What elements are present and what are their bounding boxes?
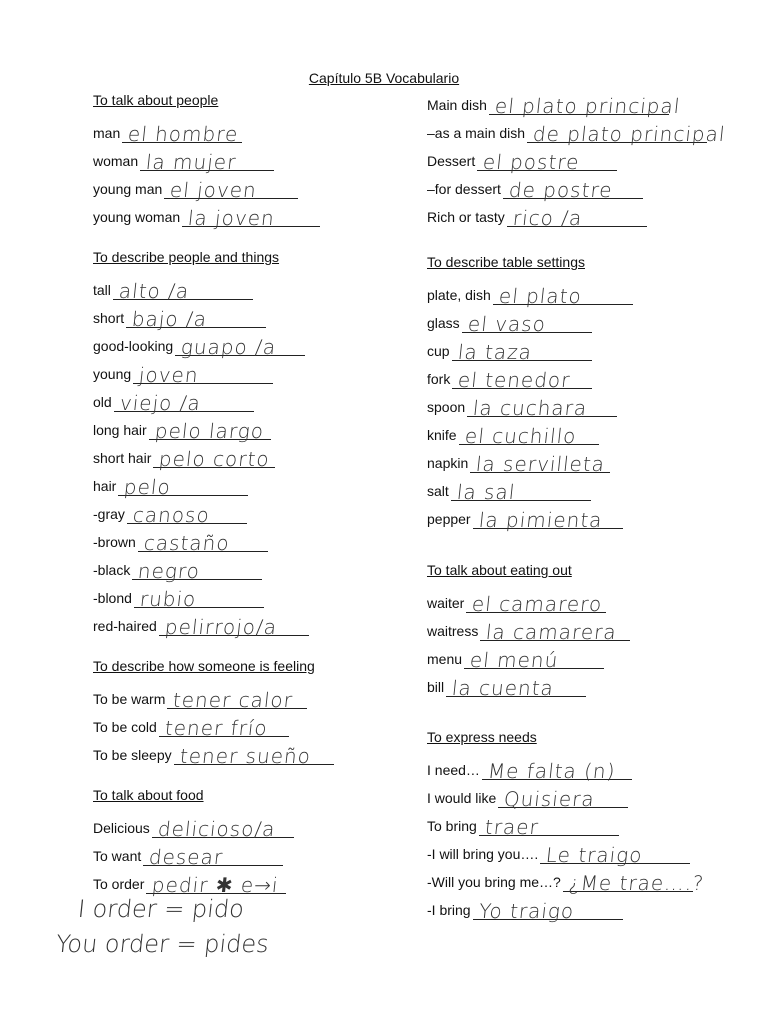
handwritten-answer: Me falta (n)	[486, 759, 617, 783]
section-heading: To describe table settings	[427, 254, 585, 270]
vocab-row	[427, 611, 630, 644]
vocab-label: fork	[427, 371, 451, 387]
handwritten-answer: la sal	[455, 480, 517, 504]
answer-blank[interactable]	[167, 680, 307, 712]
handwritten-answer: el tenedor	[457, 368, 573, 392]
handwritten-answer: la cuenta	[450, 676, 556, 700]
handwritten-answer: rico /a	[511, 206, 584, 230]
handwritten-answer: tener calor	[172, 688, 295, 712]
handwritten-answer: de postre	[507, 178, 614, 202]
vocab-row	[93, 438, 275, 471]
vocab-row	[427, 197, 647, 230]
answer-blank[interactable]	[153, 439, 275, 471]
vocab-row	[427, 862, 706, 895]
handwritten-answer: Yo traigo	[477, 899, 576, 923]
vocab-label: Main dish	[427, 97, 487, 113]
answer-blank[interactable]	[149, 411, 271, 443]
vocab-label: hair	[93, 478, 117, 494]
vocab-label: waiter	[427, 595, 465, 611]
vocab-row	[427, 303, 592, 336]
vocab-row	[427, 359, 592, 392]
vocab-label: To order	[93, 876, 145, 892]
vocab-row	[427, 778, 628, 811]
answer-blank[interactable]	[466, 584, 606, 616]
answer-blank[interactable]	[174, 736, 334, 768]
vocab-row	[427, 750, 632, 783]
vocab-label: long hair	[93, 422, 147, 438]
vocab-label: young	[93, 366, 132, 382]
section-heading: To talk about people	[93, 92, 219, 108]
handwritten-answer: joven	[137, 363, 201, 387]
handwritten-answer: pelirrojo/a	[163, 615, 279, 639]
answer-blank[interactable]	[462, 304, 592, 336]
vocab-row	[93, 679, 307, 712]
vocab-label: young man	[93, 181, 163, 197]
handwritten-answer: pelo largo	[153, 419, 266, 443]
vocab-row	[93, 808, 294, 841]
vocab-row	[93, 466, 248, 499]
handwritten-answer: tener sueño	[178, 744, 312, 768]
handwritten-answer: canoso	[131, 503, 211, 527]
answer-blank[interactable]	[473, 891, 623, 923]
vocab-row	[427, 583, 606, 616]
handwritten-answer: traer	[483, 815, 540, 839]
answer-blank[interactable]	[134, 579, 264, 611]
vocab-label: I need…	[427, 762, 480, 778]
vocab-row	[427, 443, 610, 476]
vocab-label: pepper	[427, 511, 471, 527]
vocab-row	[427, 499, 623, 532]
answer-blank[interactable]	[126, 299, 266, 331]
handwritten-answer: la camarera	[485, 620, 619, 644]
handwritten-answer: de plato principal	[531, 122, 727, 146]
vocab-label: short	[93, 310, 125, 326]
handwritten-answer: rubio	[138, 587, 198, 611]
handwritten-answer: la cuchara	[471, 396, 589, 420]
vocab-row	[93, 735, 334, 768]
vocab-label: bill	[427, 679, 445, 695]
vocab-label: red-haired	[93, 618, 157, 634]
handwritten-answer: el joven	[169, 178, 259, 202]
vocab-label: man	[93, 125, 121, 141]
answer-blank[interactable]	[459, 416, 599, 448]
handwritten-answer: delicioso/a	[156, 817, 277, 841]
vocab-row	[427, 85, 682, 118]
vocab-label: plate, dish	[427, 287, 491, 303]
vocab-label: -Will you bring me…?	[427, 874, 561, 890]
vocab-label: knife	[427, 427, 457, 443]
answer-blank[interactable]	[133, 355, 273, 387]
vocab-label: -I bring	[427, 902, 471, 918]
handwritten-answer: el cuchillo	[463, 424, 578, 448]
answer-blank[interactable]	[467, 388, 617, 420]
answer-blank[interactable]	[489, 86, 682, 118]
vocab-row	[93, 578, 264, 611]
handwritten-answer: el menú	[468, 648, 560, 672]
answer-blank[interactable]	[479, 807, 619, 839]
answer-blank[interactable]	[473, 500, 623, 532]
vocab-row	[93, 270, 253, 303]
vocab-row	[93, 550, 262, 583]
answer-blank[interactable]	[452, 332, 592, 364]
answer-blank[interactable]	[507, 198, 647, 230]
vocab-label: To want	[93, 848, 142, 864]
vocab-label: -I will bring you….	[427, 846, 539, 862]
handwritten-answer: el plato	[497, 284, 583, 308]
vocab-label: old	[93, 394, 112, 410]
answer-blank[interactable]	[540, 835, 690, 867]
vocab-row	[93, 410, 271, 443]
answer-blank[interactable]	[122, 114, 242, 146]
vocab-label: To bring	[427, 818, 477, 834]
answer-blank[interactable]	[451, 472, 591, 504]
vocab-label: –as a main dish	[427, 125, 526, 141]
answer-blank[interactable]	[446, 668, 586, 700]
handwritten-answer: el vaso	[466, 312, 547, 336]
vocab-label: woman	[93, 153, 139, 169]
vocab-row	[427, 141, 617, 174]
vocab-row	[93, 522, 268, 555]
handwritten-answer: la taza	[456, 340, 533, 364]
vocab-row	[427, 890, 623, 923]
answer-blank[interactable]	[477, 142, 617, 174]
answer-blank[interactable]	[143, 837, 283, 869]
vocab-row	[427, 667, 586, 700]
page-title: Capítulo 5B Vocabulario	[308, 70, 460, 86]
vocab-row	[93, 836, 283, 869]
handwritten-answer: bajo /a	[130, 307, 209, 331]
answer-blank[interactable]	[175, 327, 305, 359]
handwritten-answer: castaño	[142, 531, 231, 555]
answer-blank[interactable]	[146, 865, 286, 897]
answer-blank[interactable]	[482, 751, 632, 783]
vocab-label: young woman	[93, 209, 181, 225]
answer-blank[interactable]	[527, 114, 727, 146]
section-heading: To talk about eating out	[427, 562, 572, 578]
vocab-row	[93, 354, 273, 387]
vocab-label: -gray	[93, 506, 125, 522]
vocab-row	[93, 113, 242, 146]
section-heading: To express needs	[427, 729, 537, 745]
handwritten-answer: el camarero	[471, 592, 604, 616]
answer-blank[interactable]	[498, 779, 628, 811]
vocab-label: –for dessert	[427, 181, 501, 197]
section-heading: To talk about food	[93, 787, 204, 803]
vocab-label: Rich or tasty	[427, 209, 505, 225]
handwritten-answer: el postre	[481, 150, 581, 174]
vocab-label: -brown	[93, 534, 136, 550]
answer-blank[interactable]	[452, 360, 592, 392]
vocab-label: napkin	[427, 455, 469, 471]
vocab-label: To be cold	[93, 719, 157, 735]
answer-blank[interactable]	[464, 640, 604, 672]
vocab-row	[93, 864, 286, 897]
answer-blank[interactable]	[140, 142, 274, 174]
answer-blank[interactable]	[132, 551, 262, 583]
answer-blank[interactable]	[503, 170, 643, 202]
handwritten-answer: Le traigo	[545, 843, 645, 867]
vocab-row	[427, 331, 592, 364]
vocab-label: Dessert	[427, 153, 476, 169]
section-heading: To describe how someone is feeling	[93, 658, 315, 674]
vocab-label: waitress	[427, 623, 479, 639]
vocab-label: To be sleepy	[93, 747, 172, 763]
vocab-label: salt	[427, 483, 449, 499]
vocab-row	[427, 415, 599, 448]
answer-blank[interactable]	[470, 444, 610, 476]
handwritten-answer: ¿Me trae….?	[567, 871, 706, 895]
answer-blank[interactable]	[563, 863, 706, 895]
answer-blank[interactable]	[493, 276, 633, 308]
handwritten-answer: la pimienta	[477, 508, 604, 532]
answer-blank[interactable]	[113, 271, 253, 303]
answer-blank[interactable]	[114, 383, 254, 415]
handwritten-answer: viejo /a	[118, 391, 202, 415]
section-heading: To describe people and things	[93, 249, 280, 265]
handwritten-answer: pedir ✱ e→i	[151, 873, 281, 897]
vocab-row	[93, 707, 289, 740]
vocab-row	[93, 197, 320, 230]
handwritten-answer: pelo corto	[158, 447, 272, 471]
vocab-label: tall	[93, 282, 111, 298]
vocab-row	[427, 275, 633, 308]
vocab-row	[427, 169, 643, 202]
vocab-label: menu	[427, 651, 463, 667]
answer-blank[interactable]	[127, 495, 247, 527]
vocab-row	[427, 387, 617, 420]
vocab-row	[93, 169, 298, 202]
answer-blank[interactable]	[480, 612, 630, 644]
handwritten-note-1: I order = pido	[76, 895, 246, 923]
vocab-row	[93, 326, 305, 359]
vocab-row	[93, 298, 266, 331]
vocab-label: good-looking	[93, 338, 174, 354]
handwritten-answer: guapo /a	[179, 335, 278, 359]
vocab-label: short hair	[93, 450, 152, 466]
answer-blank[interactable]	[182, 198, 320, 230]
vocab-label: -blond	[93, 590, 132, 606]
handwritten-answer: desear	[147, 845, 225, 869]
handwritten-answer: la servilleta	[475, 452, 607, 476]
answer-blank[interactable]	[118, 467, 248, 499]
handwritten-answer: tener frío	[163, 716, 269, 740]
handwritten-answer: el plato principal	[493, 94, 682, 118]
handwritten-answer: la mujer	[144, 150, 238, 174]
vocab-row	[93, 141, 274, 174]
answer-blank[interactable]	[138, 523, 268, 555]
answer-blank[interactable]	[152, 809, 294, 841]
vocab-label: spoon	[427, 399, 466, 415]
vocab-label: cup	[427, 343, 450, 359]
handwritten-answer: la joven	[186, 206, 277, 230]
vocab-label: To be warm	[93, 691, 166, 707]
vocab-label: -black	[93, 562, 131, 578]
handwritten-note-2: You order = pides	[54, 930, 271, 958]
vocab-row	[427, 806, 619, 839]
handwritten-answer: Quisiera	[503, 787, 597, 811]
vocab-label: glass	[427, 315, 460, 331]
vocab-row	[427, 834, 690, 867]
vocab-row	[427, 639, 604, 672]
vocab-row	[93, 382, 254, 415]
handwritten-answer: el hombre	[126, 122, 240, 146]
answer-blank[interactable]	[164, 170, 298, 202]
handwritten-answer: pelo	[123, 475, 173, 499]
vocab-label: Delicious	[93, 820, 150, 836]
handwritten-answer: alto /a	[117, 279, 191, 303]
vocab-row	[427, 471, 591, 504]
vocab-row	[427, 113, 727, 146]
answer-blank[interactable]	[159, 708, 289, 740]
vocab-row	[93, 606, 309, 639]
answer-blank[interactable]	[159, 607, 309, 639]
vocab-row	[93, 494, 247, 527]
handwritten-answer: negro	[137, 559, 202, 583]
vocab-label: I would like	[427, 790, 497, 806]
